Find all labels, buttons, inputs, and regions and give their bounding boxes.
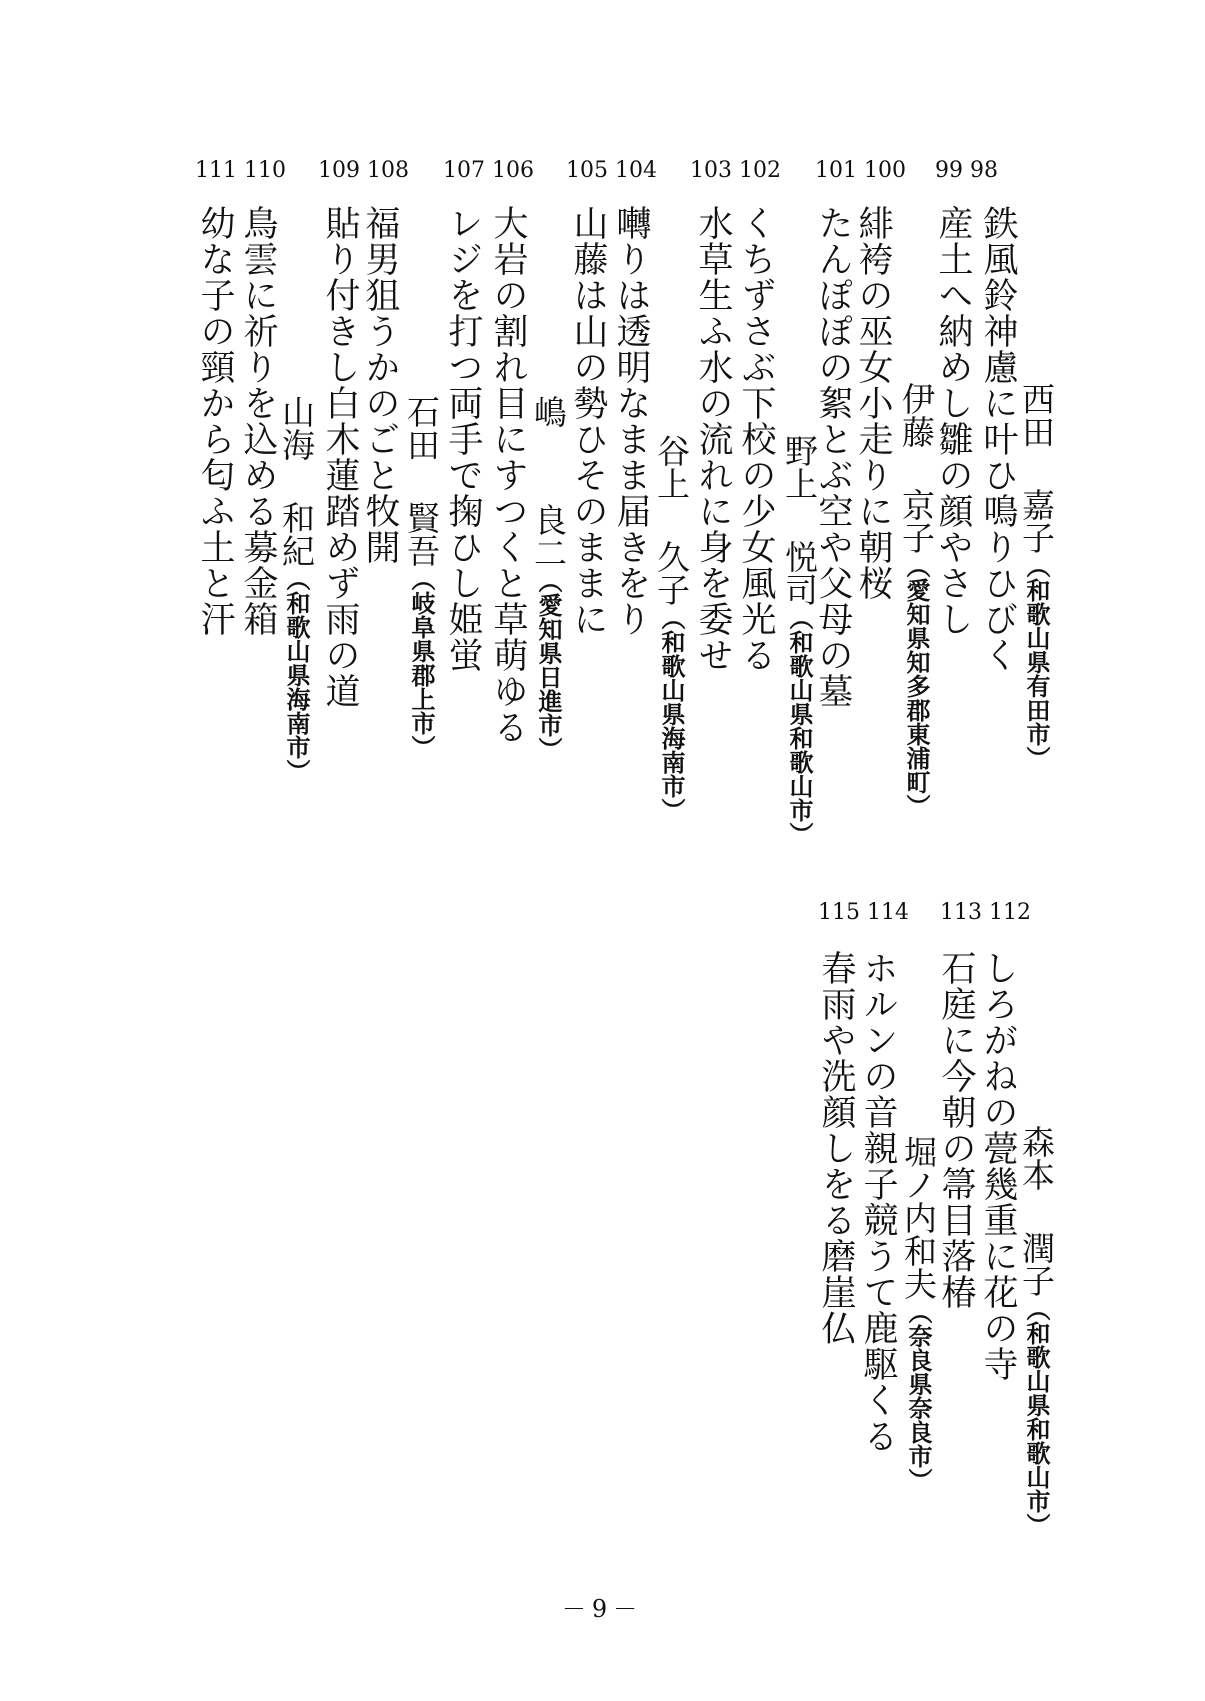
poem-numbers: 103 102	[690, 158, 781, 183]
haiku: 春雨や洗顔しをる磨崖仏	[816, 950, 856, 1346]
author-given-name: 和紀	[277, 501, 316, 567]
poem-numbers: 111 110	[195, 158, 286, 183]
author-given-name: 久子	[652, 540, 691, 606]
author-line	[277, 395, 316, 783]
author-given-name: 良二	[529, 503, 568, 569]
author-prefecture: （奈良県奈良市）	[904, 1300, 933, 1492]
haiku: 山藤は山の勢ひそのままに	[568, 205, 608, 637]
haiku: 緋袴の巫女小走りに朝桜	[853, 205, 893, 601]
poem-numbers: 115 114	[818, 900, 909, 925]
page-number: －9－	[561, 1595, 644, 1623]
author-surname: 伊藤	[897, 382, 936, 448]
haiku: 水草生ふ水の流れに身を委せ	[693, 205, 733, 673]
author-surname: 嶋	[529, 395, 568, 428]
author-prefecture: （和歌山県和歌山市）	[1022, 1297, 1051, 1537]
author-given-name: 嘉子	[1017, 488, 1056, 554]
haiku: 貼り付きし白木蓮踏めず雨の道	[320, 205, 360, 709]
haiku: 石庭に今朝の箒目落椿	[936, 950, 976, 1310]
haiku: 産土へ納めし雛の顔やさし	[933, 205, 973, 637]
author-prefecture: （和歌山県有田市）	[1022, 554, 1051, 770]
author-given-name: 賢吾	[402, 501, 441, 567]
author-line	[899, 1135, 938, 1492]
poem-numbers: 113 112	[940, 900, 1031, 925]
author-line	[652, 434, 691, 822]
author-full-name: 堀ノ内和夫	[899, 1135, 938, 1300]
haiku: 鉄風鈴神慮に叶ひ鳴りひびく	[978, 205, 1018, 673]
poem-numbers: 109 108	[318, 158, 409, 183]
poem-numbers: 107 106	[443, 158, 534, 183]
haiku: 囀りは透明なまま届きをり	[611, 205, 651, 637]
author-surname: 森本	[1017, 1125, 1056, 1191]
author-prefecture: （愛知県日進市）	[534, 569, 563, 761]
author-line	[897, 382, 936, 818]
author-surname: 石田	[402, 395, 441, 461]
author-surname: 山海	[277, 395, 316, 461]
author-prefecture: （和歌山県海南市）	[657, 606, 686, 822]
haiku: たんぽぽの絮とぶ空や父母の墓	[813, 205, 853, 709]
author-line	[402, 395, 441, 759]
author-surname: 野上	[780, 434, 819, 500]
haiku: しろがねの甍幾重に花の寺	[978, 950, 1018, 1382]
poem-numbers: 101 100	[815, 158, 906, 183]
author-prefecture: （岐阜県郡上市）	[407, 567, 436, 759]
author-surname: 谷上	[652, 434, 691, 500]
author-prefecture: （和歌山県和歌山市）	[785, 606, 814, 846]
author-prefecture: （愛知県知多郡東浦町）	[902, 554, 931, 818]
poem-numbers: 99 98	[935, 158, 998, 183]
author-prefecture: （和歌山県海南市）	[282, 567, 311, 783]
author-line	[1017, 1125, 1056, 1537]
poem-numbers: 105 104	[566, 158, 657, 183]
author-given-name: 潤子	[1017, 1231, 1056, 1297]
author-given-name: 悦司	[780, 540, 819, 606]
author-line	[1017, 382, 1056, 770]
haiku: 大岩の割れ目にすつくと草萌ゆる	[488, 205, 528, 745]
haiku: レジを打つ両手で掬ひし姫蛍	[443, 205, 483, 673]
author-line	[529, 395, 568, 761]
author-surname: 西田	[1017, 382, 1056, 448]
author-given-name: 京子	[897, 488, 936, 554]
haiku: 幼な子の頸から匂ふ土と汗	[195, 205, 235, 637]
author-line	[780, 434, 819, 846]
haiku: 福男狙うかのごと牧開	[360, 205, 400, 565]
haiku: くちずさぶ下校の少女風光る	[736, 205, 776, 673]
haiku: ホルンの音親子競うて鹿駆くる	[858, 950, 898, 1454]
haiku: 鳥雲に祈りを込める募金箱	[238, 205, 278, 637]
